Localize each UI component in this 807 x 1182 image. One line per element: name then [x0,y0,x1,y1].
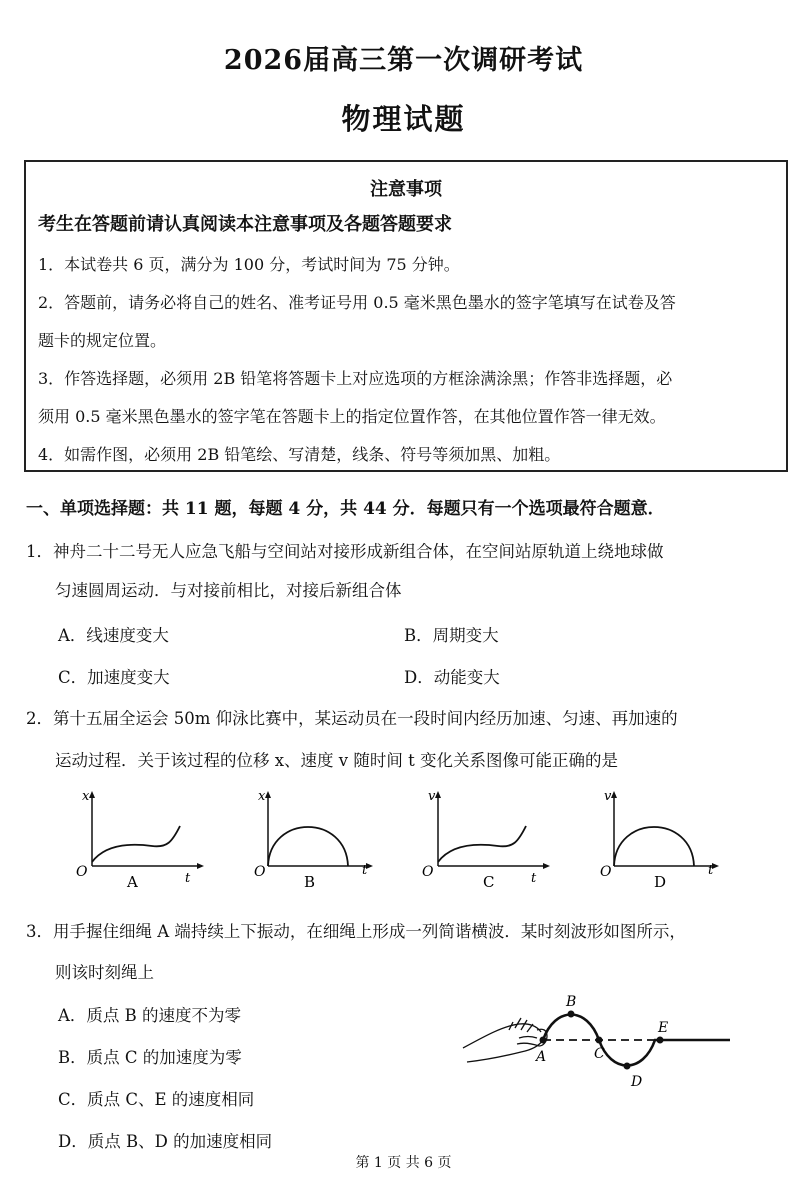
page-footer: 第 1 页 共 6 页 [355,1155,452,1171]
q2-graph-c-origin: O [422,864,434,880]
q2-graph-d [594,784,734,894]
q1-option-b: B．周期变大 [404,626,499,645]
q2-graph-a-origin: O [76,864,88,880]
q3-label-a: A [536,1049,547,1065]
q2-graph-c-curve [438,826,526,862]
q3-point-e [657,1037,664,1044]
notice-line-6: 4．如需作图，必须用 2B 铅笔绘、写清楚，线条、符号等须加黑、加粗。 [38,445,561,464]
q2-stem-line1: 2．第十五届全运会 50m 仰泳比赛中，某运动员在一段时间内经历加速、匀速、再加速的 [26,709,678,728]
exam-title: 2026届高三第一次调研考试 [223,45,584,76]
q3-point-a [540,1037,547,1044]
q2-graph-c-label: C [483,873,495,891]
q3-wave-figure [455,990,745,1100]
section-heading: 一、单项选择题：共 11 题，每题 4 分，共 44 分．每题只有一个选项最符合题意． [26,499,665,519]
q2-graph-b-xlabel: t [362,863,368,878]
notice-line-1: 1．本试卷共 6 页，满分为 100 分，考试时间为 75 分钟。 [38,255,460,274]
q1-option-d: D．动能变大 [404,668,500,687]
notice-heading: 注意事项 [370,179,442,200]
q3-label-e: E [658,1020,669,1036]
q1-option-a: A．线速度变大 [58,626,169,645]
q2-graph-a-xlabel: t [185,871,191,886]
q3-option-a: A．质点 B 的速度不为零 [58,1006,242,1025]
q2-graph-a-curve [92,826,180,862]
q2-graph-c-ylabel: v [428,789,436,804]
q3-option-c: C．质点 C、E 的速度相同 [58,1090,255,1109]
q3-option-b: B．质点 C 的加速度为零 [58,1048,242,1067]
q3-label-b: B [566,994,577,1010]
q2-graph-b [248,784,388,894]
q2-graph-d-xlabel: t [708,863,714,878]
q2-graph-a-ylabel: x [82,789,90,804]
notice-line-2: 2．答题前，请务必将自己的姓名、准考证号用 0.5 毫米黑色墨水的签字笔填写在试卷及答 [38,293,676,312]
q3-label-c: C [594,1046,605,1062]
q2-graph-c-xlabel: t [531,871,537,886]
q2-graph-b-curve [268,827,348,866]
q2-graph-b-ylabel: x [258,789,266,804]
notice-line-4: 3．作答选择题，必须用 2B 铅笔将答题卡上对应选项的方框涂满涂黑；作答非选择题，必 [38,369,673,388]
subject-title: 物理试题 [341,102,466,136]
q2-graph-c [418,784,558,894]
q2-graph-d-curve [614,827,694,866]
q1-option-c: C．加速度变大 [58,668,170,687]
notice-line-3: 题卡的规定位置。 [38,331,167,350]
q2-stem-line2: 运动过程．关于该过程的位移 x、速度 v 随时间 t 变化关系图像可能正确的是 [55,751,618,770]
q2-graph-d-label: D [654,873,667,891]
q2-graph-a-label: A [127,873,138,891]
notice-line-5: 须用 0.5 毫米黑色墨水的签字笔在答题卡上的指定位置作答，在其他位置作答一律无效。 [38,407,666,426]
q2-graph-d-ylabel: v [604,789,612,804]
q3-stem-line1: 3．用手握住细绳 A 端持续上下振动，在细绳上形成一列简谐横波．某时刻波形如图所示， [26,922,686,941]
q1-stem-line1: 1．神舟二十二号无人应急飞船与空间站对接形成新组合体，在空间站原轨道上绕地球做 [26,542,664,561]
notice-subheading: 考生在答题前请认真阅读本注意事项及各题答题要求 [38,214,452,235]
q2-graph-b-origin: O [254,864,266,880]
q3-label-d: D [631,1074,643,1090]
q3-stem-line2: 则该时刻绳上 [55,963,154,982]
notice-box [24,160,788,472]
q2-graph-b-label: B [304,873,316,891]
q3-point-d [624,1063,631,1070]
q3-option-d: D．质点 B、D 的加速度相同 [58,1132,273,1151]
q2-graph-d-origin: O [600,864,612,880]
q2-graph-a [72,784,212,894]
hand-icon [463,1018,547,1062]
q3-point-b [568,1011,575,1018]
q1-stem-line2: 匀速圆周运动．与对接前相比，对接后新组合体 [55,581,402,600]
q3-point-c [596,1037,603,1044]
